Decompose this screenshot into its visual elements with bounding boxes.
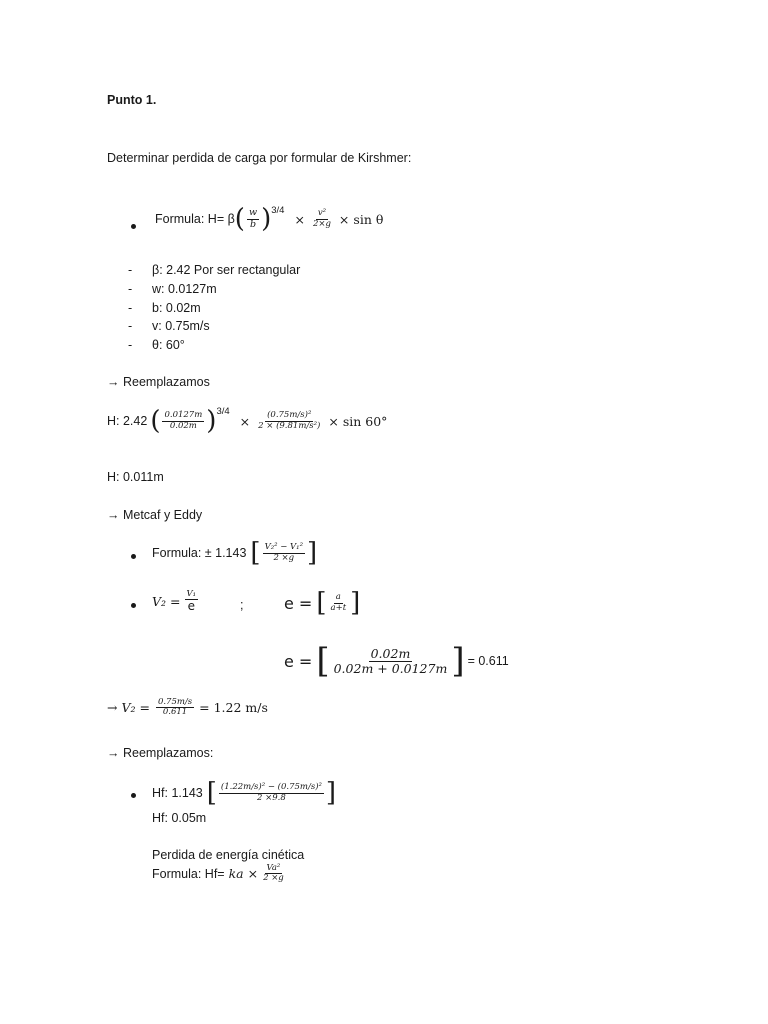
kirschmer-v-fraction	[311, 209, 333, 229]
v2-calc-num: 0.75m/s	[157, 697, 193, 707]
h-num2: (0.75m/s)²	[267, 410, 312, 421]
v2-lhs: V₂ =	[152, 594, 181, 610]
times-symbol: ×	[239, 413, 251, 429]
metcaf-den: 2 ×g	[273, 552, 295, 563]
h-prefix: H: 2.42	[107, 414, 148, 428]
kirschmer-formula	[155, 206, 383, 232]
kirschmer-sin: sin θ	[353, 211, 384, 227]
bullet-dot	[131, 224, 136, 229]
metcaf-heading: → Metcaf y Eddy	[107, 508, 203, 522]
list-dash: -	[128, 282, 133, 296]
e-calc-result: = 0.611	[467, 654, 509, 668]
kinetic-label: Formula: Hf=	[152, 866, 225, 881]
list-item: β: 2.42 Por ser rectangular	[152, 263, 301, 277]
e-definition	[284, 590, 360, 616]
h-exponent: 3/4	[216, 405, 230, 417]
kinetic-formula	[152, 864, 288, 884]
h-velocity-fraction	[256, 411, 322, 431]
v2-num: V₁	[186, 589, 197, 599]
hf-fraction	[219, 783, 324, 803]
intro-text: Determinar perdida de carga por formular de Kirshmer:	[107, 151, 412, 165]
e-num: a	[335, 592, 341, 603]
bracket-close: ]	[350, 588, 361, 618]
e-den: a+t	[330, 602, 347, 613]
v2-calc-fraction	[156, 698, 194, 718]
v2-fraction	[185, 590, 199, 614]
e-calculation	[284, 641, 509, 681]
e-calc-num: 0.02m	[370, 645, 411, 661]
kirschmer-w: w	[248, 207, 258, 219]
h-den2: 2 × (9.81m/s²)	[258, 420, 321, 431]
e-lhs: e =	[284, 593, 313, 613]
paren-close: )	[206, 406, 217, 436]
times-symbol: ×	[294, 211, 305, 227]
h-equation	[107, 405, 388, 436]
v2-calc-den: 0.611	[162, 707, 188, 718]
h-ratio-fraction	[162, 411, 204, 431]
e-calc-den: 0.02m + 0.0127m	[333, 660, 448, 676]
e-calc-lhs: e =	[284, 651, 313, 671]
separator: ;	[240, 598, 244, 612]
kinetic-ka: ka ×	[228, 866, 259, 882]
list-item: v: 0.75m/s	[152, 319, 210, 333]
h-den1: 0.02m	[169, 420, 197, 431]
e-calc-fraction	[332, 647, 450, 676]
section-heading: Punto 1.	[107, 93, 157, 107]
bullet-dot	[131, 554, 136, 559]
bullet-dot	[131, 603, 136, 608]
bracket-close: ]	[325, 778, 337, 808]
metcaf-formula	[152, 540, 317, 566]
kirschmer-den: 2×g	[312, 218, 331, 229]
hf-den: 2 ×9.8	[257, 792, 286, 803]
bracket-open: [	[206, 778, 217, 808]
list-dash: -	[128, 319, 133, 333]
paren-open: (	[234, 204, 245, 234]
list-dash: -	[128, 301, 133, 315]
paren-open: (	[150, 406, 161, 436]
list-item: w: 0.0127m	[152, 282, 217, 296]
metcaf-label: Formula: ± 1.143	[152, 546, 247, 560]
metcaf-fraction	[263, 543, 305, 563]
bullet-dot	[131, 793, 136, 798]
kinetic-den: 2 ×g	[263, 873, 284, 884]
kirschmer-v2: v²	[317, 208, 327, 219]
kinetic-title: Perdida de energía cinética	[152, 848, 305, 862]
v2-definition	[152, 590, 200, 614]
list-dash: -	[128, 263, 133, 277]
v2-calc-result: = 1.22 m/s	[199, 700, 268, 716]
list-item: θ: 60°	[152, 338, 185, 352]
kirschmer-label: Formula: H= β	[155, 212, 235, 226]
v2-calc-prefix: → V₂ =	[107, 700, 150, 716]
reemplazamos-heading: → Reemplazamos	[107, 375, 210, 389]
paren-close: )	[261, 204, 272, 234]
bracket-open: [	[316, 641, 330, 681]
bracket-open: [	[250, 538, 261, 568]
times-symbol: ×	[328, 413, 339, 429]
list-item: b: 0.02m	[152, 301, 201, 315]
hf-result: Hf: 0.05m	[152, 811, 207, 825]
metcaf-num: V₂² − V₁²	[264, 542, 303, 553]
h-num1: 0.0127m	[164, 410, 203, 421]
h-result: H: 0.011m	[107, 470, 164, 484]
hf-label: Hf: 1.143	[152, 786, 203, 800]
v2-calculation	[107, 698, 268, 718]
h-sin: sin 60°	[342, 413, 388, 429]
hf-formula	[152, 780, 336, 806]
bracket-open: [	[316, 588, 327, 618]
kinetic-num: Va²	[266, 863, 281, 873]
v2-den: e	[187, 599, 195, 614]
bracket-close: ]	[451, 641, 465, 681]
e-fraction	[329, 593, 349, 613]
kirschmer-exponent: 3/4	[271, 204, 285, 216]
hf-num: (1.22m/s)² − (0.75m/s)²	[220, 782, 322, 793]
kinetic-fraction	[261, 864, 286, 884]
kirschmer-wb-fraction	[247, 208, 259, 230]
reemplazamos-heading-2: → Reemplazamos:	[107, 746, 214, 760]
times-symbol: ×	[338, 211, 350, 227]
kirschmer-b: b	[249, 218, 257, 230]
list-dash: -	[128, 338, 133, 352]
bracket-close: ]	[307, 538, 318, 568]
